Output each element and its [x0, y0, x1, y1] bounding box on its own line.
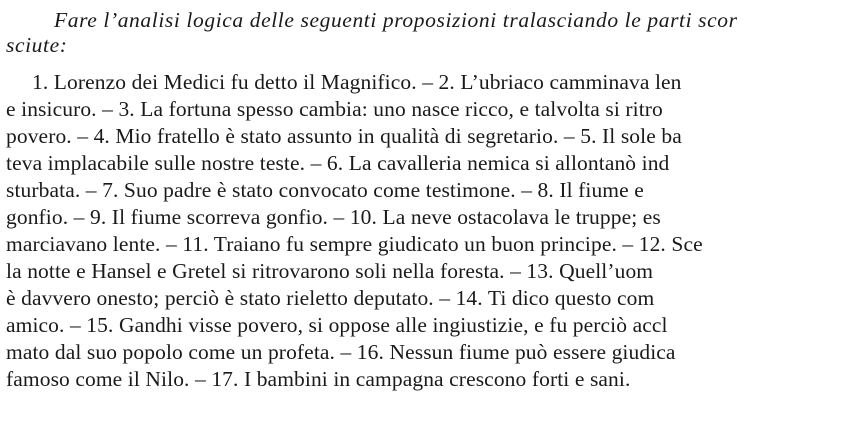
exercise-line-5: sturbata. – 7. Suo padre è stato convocato come testimone. – 8. Il fiume e	[6, 178, 644, 202]
exercise-line-7: marciavano lente. – 11. Traiano fu sempre giudicato un buon principe. – 12. Sce	[6, 232, 703, 256]
exercise-line-6: gonfio. – 9. Il fiume scorreva gonfio. – 10. La neve ostacolava le truppe; es	[6, 205, 661, 229]
exercise-line-3: povero. – 4. Mio fratello è stato assunto in qualità di segretario. – 5. Il sole ba	[6, 124, 682, 148]
exercise-line-4: teva implacabile sulle nostre teste. – 6. La cavalleria nemica si allontanò ind	[6, 151, 670, 175]
instruction-line-2: sciute:	[6, 33, 68, 57]
exercise-line-11: mato dal suo popolo come un profeta. – 16. Nessun fiume può essere giudica	[6, 340, 676, 364]
exercise-line-2: e insicuro. – 3. La fortuna spesso cambia: uno nasce ricco, e talvolta si ritro	[6, 97, 663, 121]
exercise-line-9: è davvero onesto; perciò è stato rieletto deputato. – 14. Ti dico questo com	[6, 286, 655, 310]
exercise-line-8: la notte e Hansel e Gretel si ritrovarono soli nella foresta. – 13. Quell’uom	[6, 259, 654, 283]
exercise-line-12: famoso come il Nilo. – 17. I bambini in campagna crescono forti e sani.	[6, 367, 631, 391]
exercise-line-1: 1. Lorenzo dei Medici fu detto il Magnifico. – 2. L’ubriaco camminava len	[32, 70, 682, 94]
exercise-line-10: amico. – 15. Gandhi visse povero, si oppose alle ingiustizie, e fu perciò accl	[6, 313, 668, 337]
instruction-line-1: Fare l’analisi logica delle seguenti proposizioni tralasciando le parti scor	[54, 8, 738, 32]
